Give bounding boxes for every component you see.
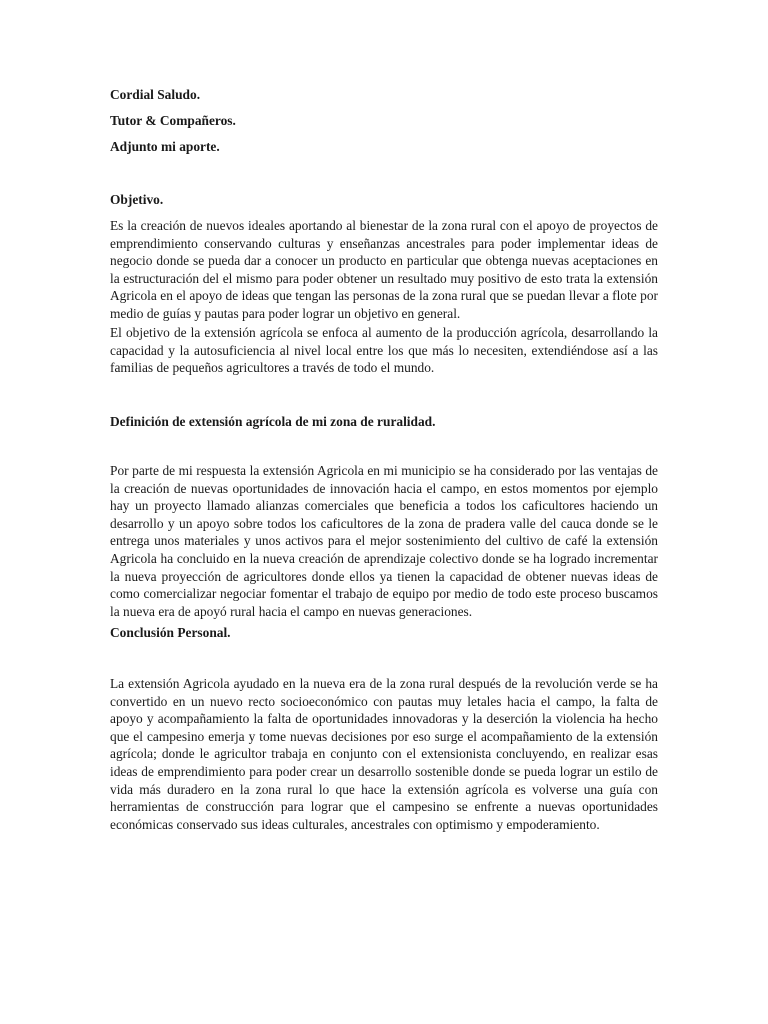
- greeting-line: Cordial Saludo.: [110, 87, 201, 102]
- attachment-line: Adjunto mi aporte.: [110, 139, 220, 154]
- recipients-line: Tutor & Compañeros.: [110, 113, 236, 128]
- objetivo-heading: Objetivo.: [110, 192, 164, 207]
- conclusion-paragraph: La extensión Agricola ayudado en la nueva era de la zona rural después de la revolución verde se ha convertido en un nuevo recto socioeconómico con pautas muy letales hacia el campo, la falta de apoyo y acompañamiento la falta de oportunidades innovadoras y la deserción la violencia ha hecho que el campesino emerja y tome nuevas decisiones por eso surge el acompañamiento de la extensión agrícola; donde le agricultor trabaja en conjunto con el extensionista concluyendo, en realizar esas ideas de emprendimiento para poder crear un desarrollo sostenible donde se pueda lograr un estilo de vida más duradero en la zona rural lo que hace la extensión agrícola es volverse una guía con herramientas de construcción para lograr que el campesino se enfrente a nuevas oportunidades económicas conservado sus ideas culturales, ancestrales con optimismo y empoderamiento.: [110, 676, 658, 832]
- conclusion-heading: Conclusión Personal.: [110, 625, 231, 640]
- definicion-paragraph: Por parte de mi respuesta la extensión Agricola en mi municipio se ha considerado por las ventajas de la creación de nuevas oportunidades de innovación hacia el campo, en estos momentos por ejemplo hay un proyecto llamado alianzas comerciales que beneficia a todos los caficultores haciendo un desarrollo y un apoyo sobre todos los caficultores de la zona de pradera valle del cauca donde se le entrega unos materiales y unos activos para el mejor sostenimiento del cultivo de café la extensión Agricola ha concluido en la nueva creación de aprendizaje colectivo donde se ha logrado incrementar la nueva proyección de agricultores donde ellos ya tienen la capacidad de obtener nuevas ideas de como comercializar negociar fomentar el trabajo de equipo por medio de todo este proceso buscamos la nueva era de apoyó rural hacia el campo en nuevas generaciones.: [110, 463, 658, 619]
- objetivo-paragraph-2: El objetivo de la extensión agrícola se enfoca al aumento de la producción agrícola, desarrollando la capacidad y la autosuficiencia al nivel local entre los que más lo necesiten, extendiéndose así a las familias de pequeños agricultores a través de todo el mundo.: [110, 325, 658, 376]
- definicion-heading: Definición de extensión agrícola de mi zona de ruralidad.: [110, 414, 436, 429]
- objetivo-paragraph-1: Es la creación de nuevos ideales aportando al bienestar de la zona rural con el apoyo de proyectos de emprendimiento conservando culturas y enseñanzas ancestrales para poder implementar ideas de negocio donde se pueda dar a conocer un producto en particular que obtenga nuevas aceptaciones en la estructuración del el mismo para poder obtener un resultado muy positivo de esto trata la extensión Agricola en el apoyo de ideas que tengan las personas de la zona rural que se puedan llevar a flote por medio de guías y pautas para poder lograr un objetivo en general.: [110, 218, 658, 321]
